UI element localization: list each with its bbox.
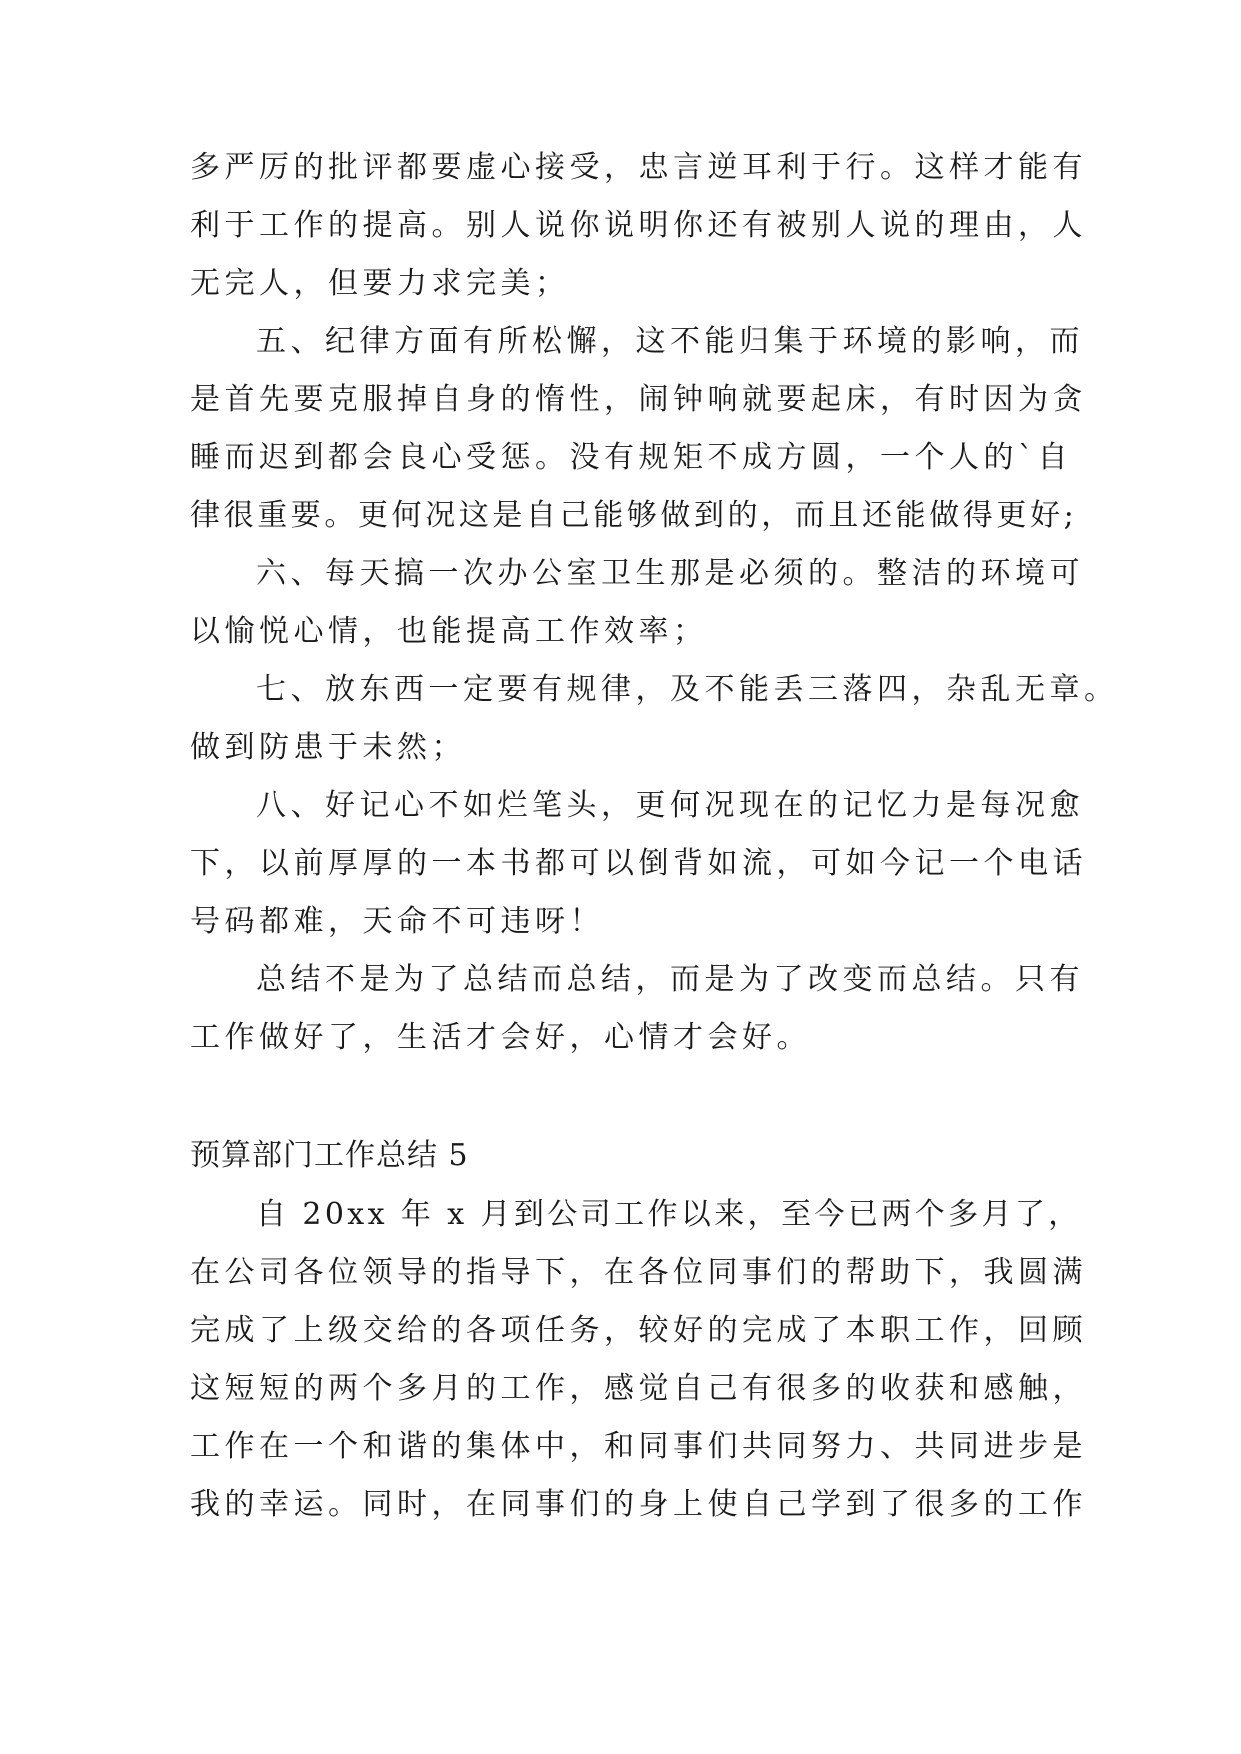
body-line: 以愉悦心情，也能提高工作效率；	[190, 614, 708, 649]
body-line: 下，以前厚厚的一本书都可以倒背如流，可如今记一个电话	[190, 846, 1087, 881]
body-line: 八、好记心不如烂笔头，更何况现在的记忆力是每况愈	[256, 788, 1084, 823]
body-line: 完成了上级交给的各项任务，较好的完成了本职工作，回顾	[190, 1313, 1087, 1348]
body-line: 在公司各位领导的指导下，在各位同事们的帮助下，我圆满	[190, 1255, 1087, 1290]
body-line: 工作在一个和谐的集体中，和同事们共同努力、共同进步是	[190, 1429, 1087, 1464]
body-line: 利于工作的提高。别人说你说明你还有被别人说的理由，人	[190, 208, 1087, 243]
body-line: 六、每天搞一次办公室卫生那是必须的。整洁的环境可	[256, 556, 1084, 591]
body-line: 五、纪律方面有所松懈，这不能归集于环境的影响，而	[256, 324, 1084, 359]
body-line: 无完人，但要力求完美；	[190, 266, 570, 301]
body-line: 我的幸运。同时，在同事们的身上使自己学到了很多的工作	[190, 1487, 1087, 1522]
body-line: 七、放东西一定要有规律，及不能丢三落四，杂乱无章。	[256, 672, 1119, 707]
body-line: 自 20xx 年 x 月到公司工作以来，至今已两个多月了，	[256, 1197, 1082, 1232]
section-title: 预算部门工作总结 5	[190, 1138, 469, 1173]
body-line: 睡而迟到都会良心受惩。没有规矩不成方圆，一个人的`自	[190, 440, 1072, 475]
body-line: 号码都难，天命不可违呀！	[190, 904, 604, 939]
body-line: 多严厉的批评都要虚心接受，忠言逆耳利于行。这样才能有	[190, 150, 1087, 185]
body-line: 做到防患于未然；	[190, 730, 466, 765]
body-line: 律很重要。更何况这是自己能够做到的，而且还能做得更好;	[190, 498, 1078, 533]
body-line: 工作做好了，生活才会好，心情才会好。	[190, 1020, 811, 1055]
body-line: 这短短的两个多月的工作，感觉自己有很多的收获和感触，	[190, 1371, 1087, 1406]
body-line: 总结不是为了总结而总结，而是为了改变而总结。只有	[256, 962, 1084, 997]
body-line: 是首先要克服掉自身的惰性，闹钟响就要起床，有时因为贪	[190, 382, 1087, 417]
